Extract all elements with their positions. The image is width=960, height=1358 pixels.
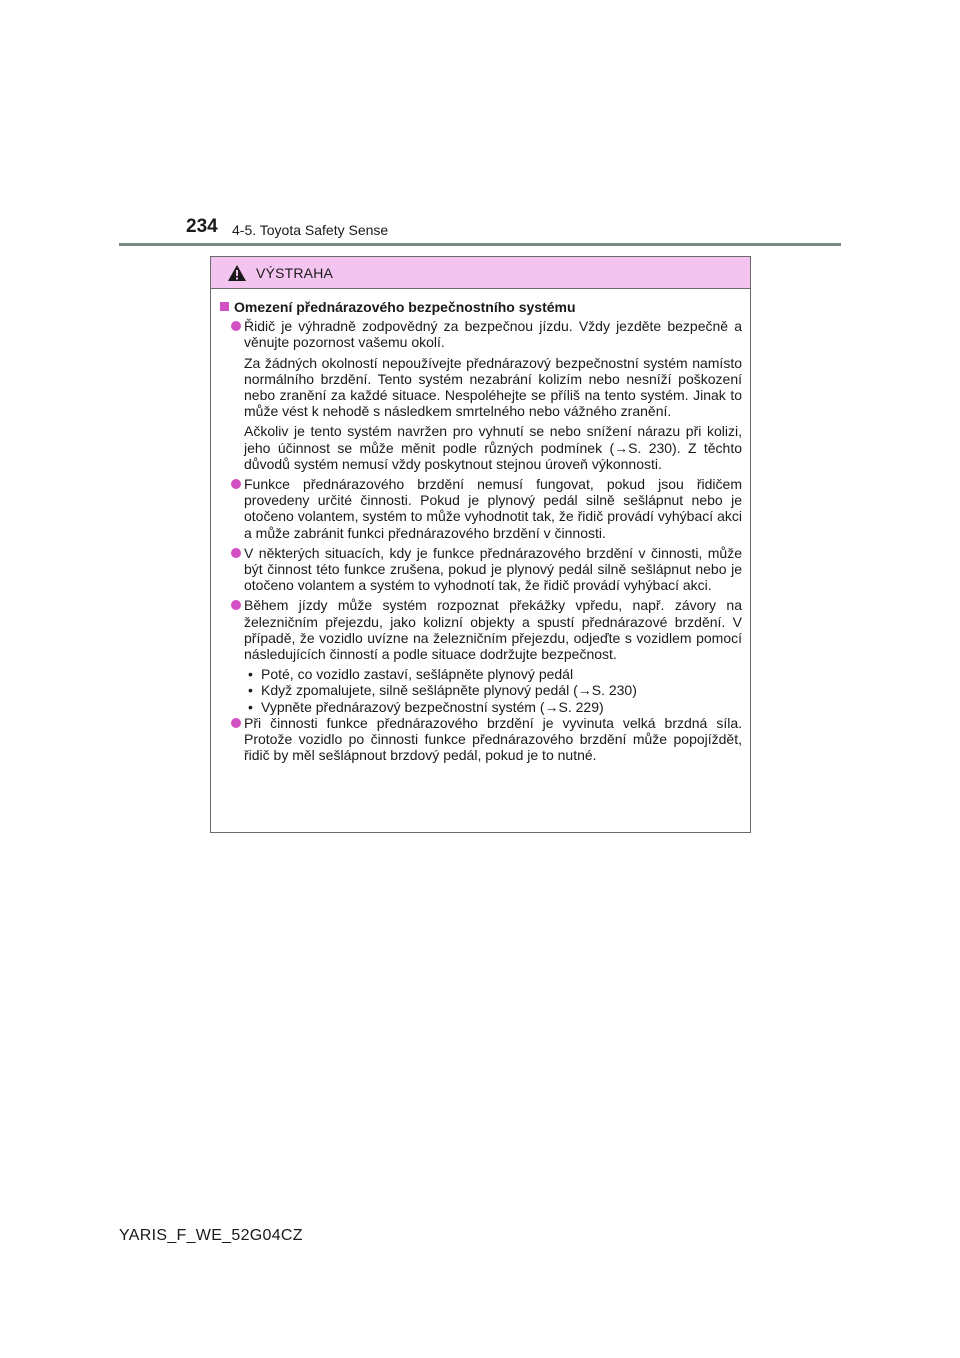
round-bullet-icon [231, 718, 241, 728]
square-bullet-icon [220, 302, 229, 311]
list-item [217, 597, 742, 662]
warning-triangle-icon [227, 264, 247, 282]
round-bullet-icon [231, 479, 241, 489]
list-item-text: Řidič je výhradně zodpovědný za bezpečnou jízdu. Vždy jezděte bezpečně a věnujte pozornost vašemu okolí. [244, 318, 742, 351]
list-item-text: Funkce přednárazového brzdění nemusí fungovat, pokud jsou řidičem provedeny určité činnosti. Pokud je plynový pedál silně sešlápnut nebo je otočeno volantem, systém to může vyhodnotit tak, že řidič provádí vyhýbací akci a může zabránit funkci přednárazového brzdění v činnosti. [244, 476, 742, 541]
sub-bullet-mark: • [248, 666, 253, 683]
sub-list-item-text: Vypněte přednárazový bezpečnostní systém (→S. 229) [261, 698, 604, 715]
sub-bullet-mark: • [248, 698, 253, 715]
list-item [217, 545, 742, 594]
sub-list [217, 666, 742, 715]
sub-list-item-text: Poté, co vozidlo zastaví, sešlápněte plynový pedál [261, 666, 574, 683]
warning-header [211, 257, 750, 289]
page-number: 234 [186, 216, 218, 237]
list-item-text: V některých situacích, kdy je funkce přednárazového brzdění v činnosti, může být činnost této funkce zrušena, pokud je plynový pedál silně sešlápnut nebo je otočeno volantem a systém to vyhodnotí tak, že řidič provádí vyhýbací akci. [244, 544, 742, 594]
sub-list-item [248, 682, 742, 698]
header-rule [119, 243, 841, 246]
warning-topic [217, 299, 742, 315]
list-item [217, 476, 742, 541]
round-bullet-icon [231, 321, 241, 331]
warning-body [211, 289, 750, 763]
round-bullet-icon [231, 548, 241, 558]
list-item [217, 318, 742, 350]
list-item-text: Při činnosti funkce přednárazového brzdění je vyvinuta velká brzdná síla. Protože vozidlo po činnosti funkce přednárazového brzdění může popojíždět, řidič by měl sešlápnout brzdový pedál, pokud je to nutné. [244, 714, 742, 764]
sub-list-item [248, 699, 742, 715]
sub-list-item [248, 666, 742, 682]
sub-list-item-text: Když zpomalujete, silně sešlápněte plynový pedál (→S. 230) [261, 682, 637, 699]
list-item-text: Během jízdy může systém rozpoznat překážky vpředu, např. závory na železničním přejezdu, jako kolizní objekty a spustí přednárazové brzdění. V případě, že vozidlo uvízne na železničním přejezdu, odjeďte s vozidlem pomocí následujících činností a podle situace dodržujte bezpečnost. [244, 597, 742, 663]
list-item [217, 715, 742, 764]
round-bullet-icon [231, 600, 241, 610]
paragraph: Za žádných okolností nepoužívejte přednárazový bezpečnostní systém namísto normálního brzdění. Tento systém nezabrání kolizím nebo nesníží poškození nebo zranění za každé situace. Nespoléhejte se příliš na tento systém. Jinak to může vést k nehodě s následkem smrtelného nebo vážného zranění. [244, 354, 742, 420]
warning-box [210, 256, 751, 833]
sub-bullet-mark: • [248, 682, 253, 699]
footer-document-code: YARIS_F_WE_52G04CZ [119, 1227, 303, 1244]
warning-topic-text: Omezení přednárazového bezpečnostního systému [234, 299, 576, 315]
section-title: 4-5. Toyota Safety Sense [232, 222, 389, 238]
warning-title: VÝSTRAHA [256, 264, 334, 281]
paragraph: Ačkoliv je tento systém navržen pro vyhnutí se nebo snížení nárazu při kolizi, jeho účinnost se může měnit podle různých podmínek (→S. 230). Z těchto důvodů systém nemusí vždy poskytnout stejnou úroveň výkonnosti. [244, 423, 742, 472]
